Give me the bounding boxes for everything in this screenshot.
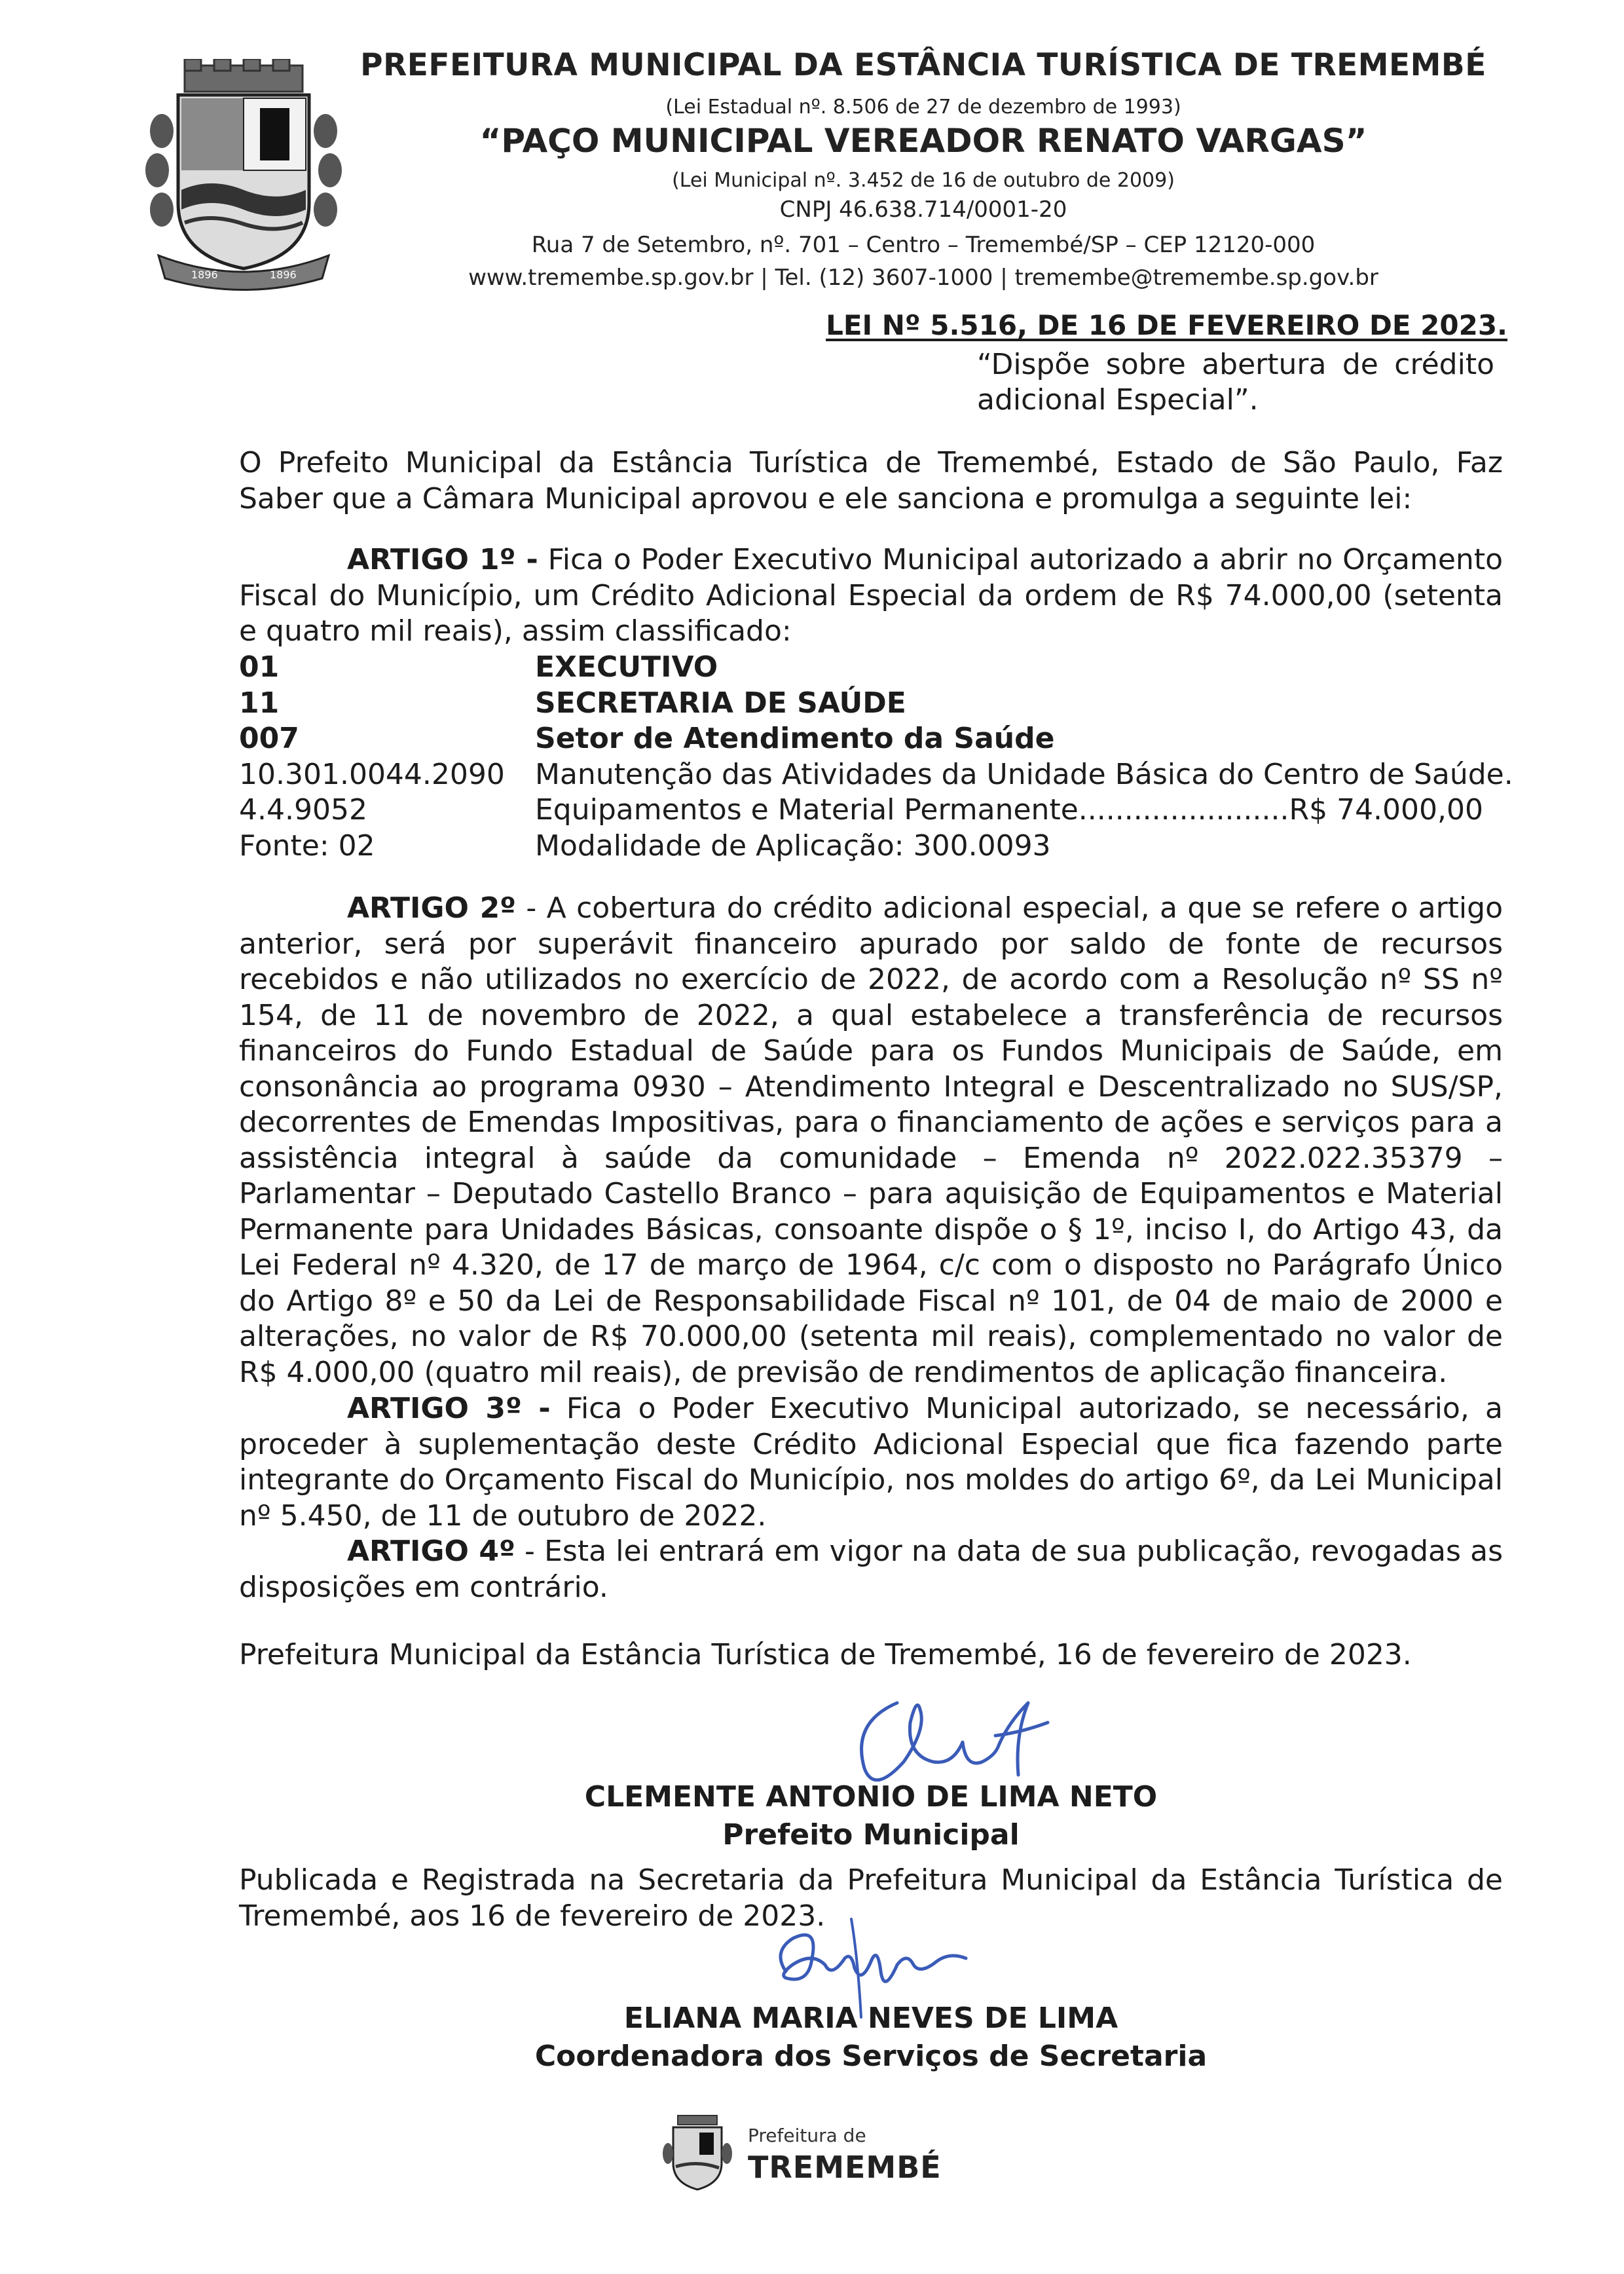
closing-line: Prefeitura Municipal da Estância Turística de Tremembé, 16 de fevereiro de 2023. bbox=[239, 1638, 1412, 1671]
row-code: 11 bbox=[239, 686, 280, 720]
municipal-law-line: (Lei Municipal nº. 3.452 de 16 de outubro de 2009) bbox=[672, 169, 1175, 192]
row-desc: Equipamentos e Material Permanente....................... bbox=[535, 793, 1289, 827]
org-title: PREFEITURA MUNICIPAL DA ESTÂNCIA TURÍSTICA DE TREMEMBÉ bbox=[360, 47, 1486, 83]
article-1-label: ARTIGO 1º - bbox=[347, 543, 538, 576]
cnpj-line: CNPJ 46.638.714/0001-20 bbox=[779, 196, 1067, 223]
article-2-text: - A cobertura do crédito adicional especial, a que se refere o artigo anterior, será por superávit financeiro apurado por saldo de fonte de recursos recebidos e não utilizados no exercício de 2022, de acordo com a Resolução nº SS nº 154, de 11 de novembro de 2022, a qual estabelece a transferência de recursos financeiros do Fundo Estadual de Saúde para os Fundos Municipais de Saúde, em consonância ao programa 0930 – Atendimento Integral e Descentralizado no SUS/SP, decorrentes de Emendas Impositivas, para o financiamento de ações e serviços para a assistência integral à saúde da comunidade – Emenda nº 2022.022.35379 – Parlamentar – Deputado Castello Branco – para aquisição de Equipamentos e Material Permanente para Unidades Básicas, consoante dispõe o § 1º, inciso I, do Artigo 43, da Lei Federal nº 4.320, de 17 de março de 1964, c/c com o disposto no Parágrafo Único do Artigo 8º e 50 da Lei de Responsabilidade Fiscal nº 101, de 04 de maio de 2000 e alterações, no valor de R$ 70.000,00 (setenta mil reais), complementado no valor de R$ 4.000,00 (quatro mil reais), de previsão de rendimentos de aplicação financeira. bbox=[239, 891, 1504, 1389]
row-code: Fonte: 02 bbox=[239, 829, 375, 863]
row-desc: Manutenção das Atividades da Unidade Básica do Centro de Saúde. bbox=[535, 757, 1513, 791]
article-4-text: - Esta lei entrará em vigor na data de sua publicação, revogadas as disposições em contrário. bbox=[239, 1535, 1504, 1604]
law-ementa: “Dispõe sobre abertura de crédito adicional Especial”. bbox=[977, 348, 1494, 417]
article-3-text: Fica o Poder Executivo Municipal autorizado, se necessário, a proceder à suplementação deste Crédito Adicional Especial que fica fazendo parte integrante do Orçamento Fiscal do Município, nos moldes do artigo 6º, da Lei Municipal nº 5.450, de 11 de outubro de 2022. bbox=[239, 1392, 1503, 1533]
address-line: Rua 7 de Setembro, nº. 701 – Centro – Tremembé/SP – CEP 12120-000 bbox=[531, 232, 1316, 258]
footer-small-text: Prefeitura de bbox=[748, 2125, 866, 2146]
law-title: LEI Nº 5.516, DE 16 DE FEVEREIRO DE 2023. bbox=[826, 309, 1507, 341]
article-3 bbox=[239, 1391, 1503, 1534]
article-4 bbox=[239, 1534, 1503, 1605]
row-desc: Modalidade de Aplicação: 300.0093 bbox=[535, 829, 1051, 863]
article-1-text: Fica o Poder Executivo Municipal autorizado a abrir no Orçamento Fiscal do Município, um Crédito Adicional Especial da ordem de R$ 74.000,00 (setenta e quatro mil reais), assim classificado: bbox=[239, 543, 1503, 648]
footer-crest-logo bbox=[661, 2114, 733, 2193]
footer-brand-text: TREMEMBÉ bbox=[748, 2150, 942, 2185]
article-4-label: ARTIGO 4º bbox=[347, 1535, 515, 1568]
classification-table bbox=[239, 650, 1513, 864]
article-2 bbox=[239, 891, 1503, 1390]
publication-note: Publicada e Registrada na Secretaria da Prefeitura Municipal da Estância Turística de Tremembé, aos 16 de fevereiro de 2023. bbox=[239, 1863, 1503, 1933]
table-row bbox=[239, 650, 1503, 686]
article-3-label: ARTIGO 3º - bbox=[347, 1392, 551, 1425]
state-law-line: (Lei Estadual nº. 8.506 de 27 de dezembro de 1993) bbox=[665, 96, 1181, 119]
row-code: 007 bbox=[239, 722, 299, 755]
article-2-label: ARTIGO 2º bbox=[347, 891, 516, 925]
article-1 bbox=[239, 542, 1503, 650]
row-desc: SECRETARIA DE SAÚDE bbox=[535, 686, 906, 720]
table-row bbox=[239, 721, 1503, 757]
row-value: R$ 74.000,00 bbox=[1289, 793, 1483, 827]
table-row bbox=[239, 829, 1503, 865]
table-row bbox=[239, 757, 1513, 793]
signer-1-name: CLEMENTE ANTONIO DE LIMA NETO bbox=[584, 1780, 1158, 1814]
signer-2-role: Coordenadora dos Serviços de Secretaria bbox=[534, 2040, 1208, 2073]
signer-1-role: Prefeito Municipal bbox=[722, 1818, 1020, 1852]
row-code: 10.301.0044.2090 bbox=[239, 757, 505, 791]
contact-line: www.tremembe.sp.gov.br | Tel. (12) 3607-1000 | tremembe@tremembe.sp.gov.br bbox=[468, 265, 1378, 291]
signer-2-name: ELIANA MARIA NEVES DE LIMA bbox=[623, 2002, 1118, 2035]
row-code: 01 bbox=[239, 650, 280, 684]
preamble: O Prefeito Municipal da Estância Turística de Tremembé, Estado de São Paulo, Faz Saber que a Câmara Municipal aprovou e ele sanciona e promulga a seguinte lei: bbox=[239, 446, 1503, 515]
table-row bbox=[239, 686, 1503, 722]
crest-year-left: 1896 bbox=[191, 269, 218, 281]
crest-year-right: 1896 bbox=[270, 269, 297, 281]
palace-name: “PAÇO MUNICIPAL VEREADOR RENATO VARGAS” bbox=[479, 122, 1367, 160]
row-code: 4.4.9052 bbox=[239, 793, 367, 827]
table-row bbox=[239, 792, 1503, 829]
row-desc: Setor de Atendimento da Saúde bbox=[535, 722, 1055, 755]
municipal-crest-logo bbox=[145, 59, 342, 295]
row-desc: EXECUTIVO bbox=[535, 650, 718, 684]
